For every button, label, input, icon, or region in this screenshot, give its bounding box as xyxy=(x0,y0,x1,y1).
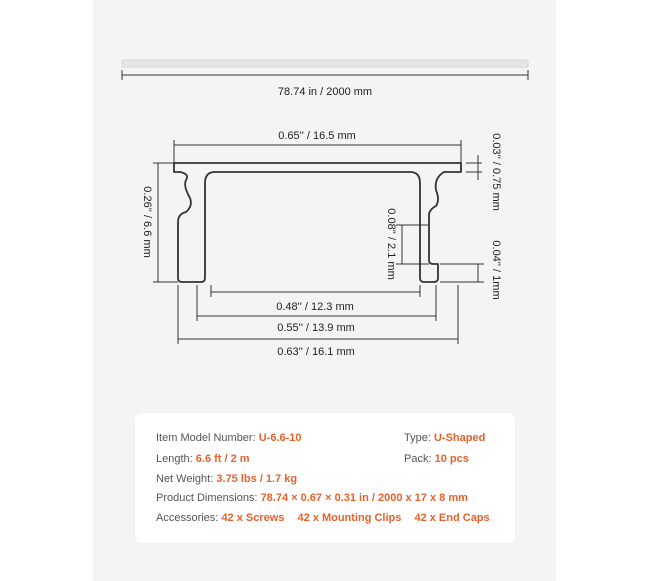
spec-length xyxy=(156,453,250,465)
spec-weight-value: 3.75 lbs / 1.7 kg xyxy=(216,473,298,485)
spec-accessories-label: Accessories: xyxy=(156,512,219,524)
groove-height-dimension-label: 0.08'' / 2.1 mm xyxy=(385,208,397,280)
height-dimension-label: 0.26'' / 6.6 mm xyxy=(141,186,153,258)
spec-product-dimensions xyxy=(156,492,468,504)
spec-type xyxy=(404,432,485,444)
spec-type-label: Type: xyxy=(404,432,431,444)
spec-model xyxy=(156,432,302,444)
top-width-dimension-label: 0.65'' / 16.5 mm xyxy=(278,130,356,142)
foot-height-dimension-label: 0.04'' / 1mm xyxy=(490,240,502,300)
top-thickness-dimension-label: 0.03'' / 0.75 mm xyxy=(490,133,502,211)
inner-width-dimension-label: 0.48'' / 12.3 mm xyxy=(276,301,354,313)
mid-width-dimension-label: 0.55'' / 13.9 mm xyxy=(277,322,355,334)
spec-pack-label: Pack: xyxy=(404,453,432,465)
accessory-end-caps: 42 x End Caps xyxy=(414,512,490,524)
spec-weight-label: Net Weight: xyxy=(156,473,214,485)
spec-model-value: U-6.6-10 xyxy=(258,432,302,444)
spec-card xyxy=(135,413,515,543)
spec-accessories xyxy=(156,512,490,524)
spec-product-dimensions-value: 78.74 × 0.67 × 0.31 in / 2000 x 17 x 8 mm xyxy=(260,492,468,504)
channel-length-bar xyxy=(122,60,528,80)
spec-length-label: Length: xyxy=(156,453,193,465)
accessory-mounting-clips: 42 x Mounting Clips xyxy=(297,512,402,524)
spec-product-dimensions-label: Product Dimensions: xyxy=(156,492,258,504)
spec-weight xyxy=(156,473,297,485)
spec-pack xyxy=(404,453,469,465)
outer-width-dimension-label: 0.63'' / 16.1 mm xyxy=(277,346,355,358)
spec-model-label: Item Model Number: xyxy=(156,432,256,444)
spec-type-value: U-Shaped xyxy=(433,432,486,444)
spec-pack-value: 10 pcs xyxy=(434,453,469,465)
length-dimension-label: 78.74 in / 2000 mm xyxy=(277,86,373,98)
accessory-screws: 42 x Screws xyxy=(221,512,285,524)
spec-length-value: 6.6 ft / 2 m xyxy=(195,453,250,465)
